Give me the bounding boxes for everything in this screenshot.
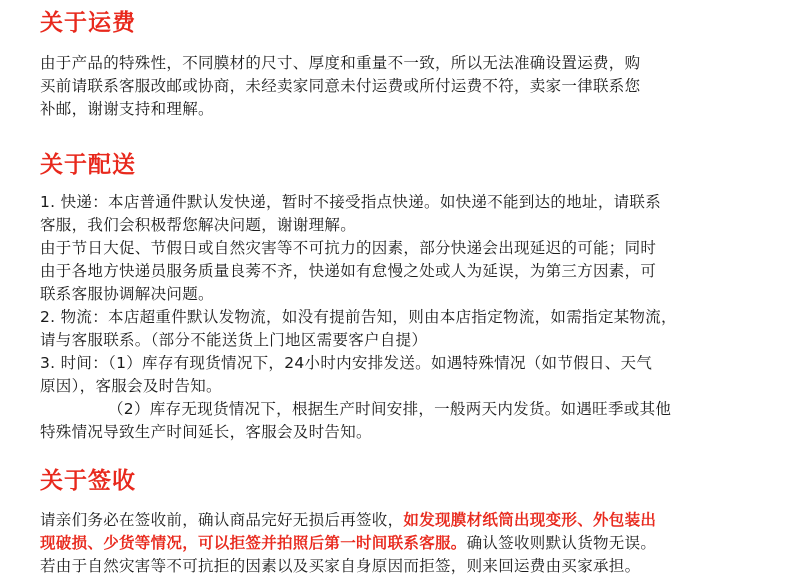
- shipping-fee-line-3: 补邮，谢谢支持和理解。: [40, 100, 214, 118]
- delivery-line-6: 2. 物流：本店超重件默认发物流，如没有提前告知，则由本店指定物流，如需指定某物流，: [40, 308, 677, 326]
- delivery-line-5: 联系客服协调解决问题。: [40, 285, 214, 303]
- shipping-fee-line-1: 由于产品的特殊性，不同膜材的尺寸、厚度和重量不一致，所以无法准确设置运费，购: [40, 54, 641, 72]
- delivery-line-4: 由于各地方快递员服务质量良莠不齐，快递如有怠慢之处或人为延误，为第三方因素，可: [40, 262, 657, 280]
- receipt-line-2-normal: 确认签收则默认货物无误。: [466, 534, 657, 552]
- receipt-line-1: [40, 509, 770, 532]
- delivery-line-11: 特殊情况导致生产时间延长，客服会及时告知。: [40, 423, 372, 441]
- delivery-line-9: 原因），客服会及时告知。: [40, 377, 222, 395]
- delivery-line-1: 1. 快递：本店普通件默认发快递，暂时不接受指点快递。如快递不能到达的地址，请联系: [40, 193, 662, 211]
- section-title-shipping-fee: 关于运费: [40, 10, 136, 36]
- delivery-line-10: （2）库存无现货情况下，根据生产时间安排，一般两天内发货。如遇旺季或其他: [108, 400, 672, 418]
- section-delivery: [40, 150, 770, 444]
- receipt-line-3: 若由于自然灾害等不可抗拒的因素以及买家自身原因而拒签，则来回运费由买家承担。: [40, 557, 641, 575]
- shipping-fee-line-2: 买前请联系客服改邮或协商，未经卖家同意未付运费或所付运费不符，卖家一律联系您: [40, 77, 641, 95]
- delivery-line-2: 客服，我们会积极帮您解决问题，谢谢理解。: [40, 216, 357, 234]
- receipt-line-1-highlight: 如发现膜材纸筒出现变形、外包装出: [403, 511, 657, 529]
- receipt-line-2: [40, 532, 770, 555]
- receipt-line-2-highlight: 现破损、少货等情况，可以拒签并拍照后第一时间联系客服。: [40, 534, 467, 552]
- delivery-line-8: 3. 时间：（1）库存有现货情况下，24小时内安排发送。如遇特殊情况（如节假日、天气: [40, 354, 653, 372]
- section-title-receipt: 关于签收: [40, 468, 136, 494]
- delivery-line-7: 请与客服联系。（部分不能送货上门地区需要客户自提）: [40, 331, 428, 349]
- receipt-line-1-normal: 请亲们务必在签收前，确认商品完好无损后再签收，: [40, 511, 404, 529]
- section-receipt: [40, 466, 770, 578]
- delivery-line-3: 由于节日大促、节假日或自然灾害等不可抗力的因素，部分快递会出现延迟的可能；同时: [40, 239, 657, 257]
- section-title-delivery: 关于配送: [40, 152, 136, 178]
- section-shipping-fee: [40, 8, 770, 121]
